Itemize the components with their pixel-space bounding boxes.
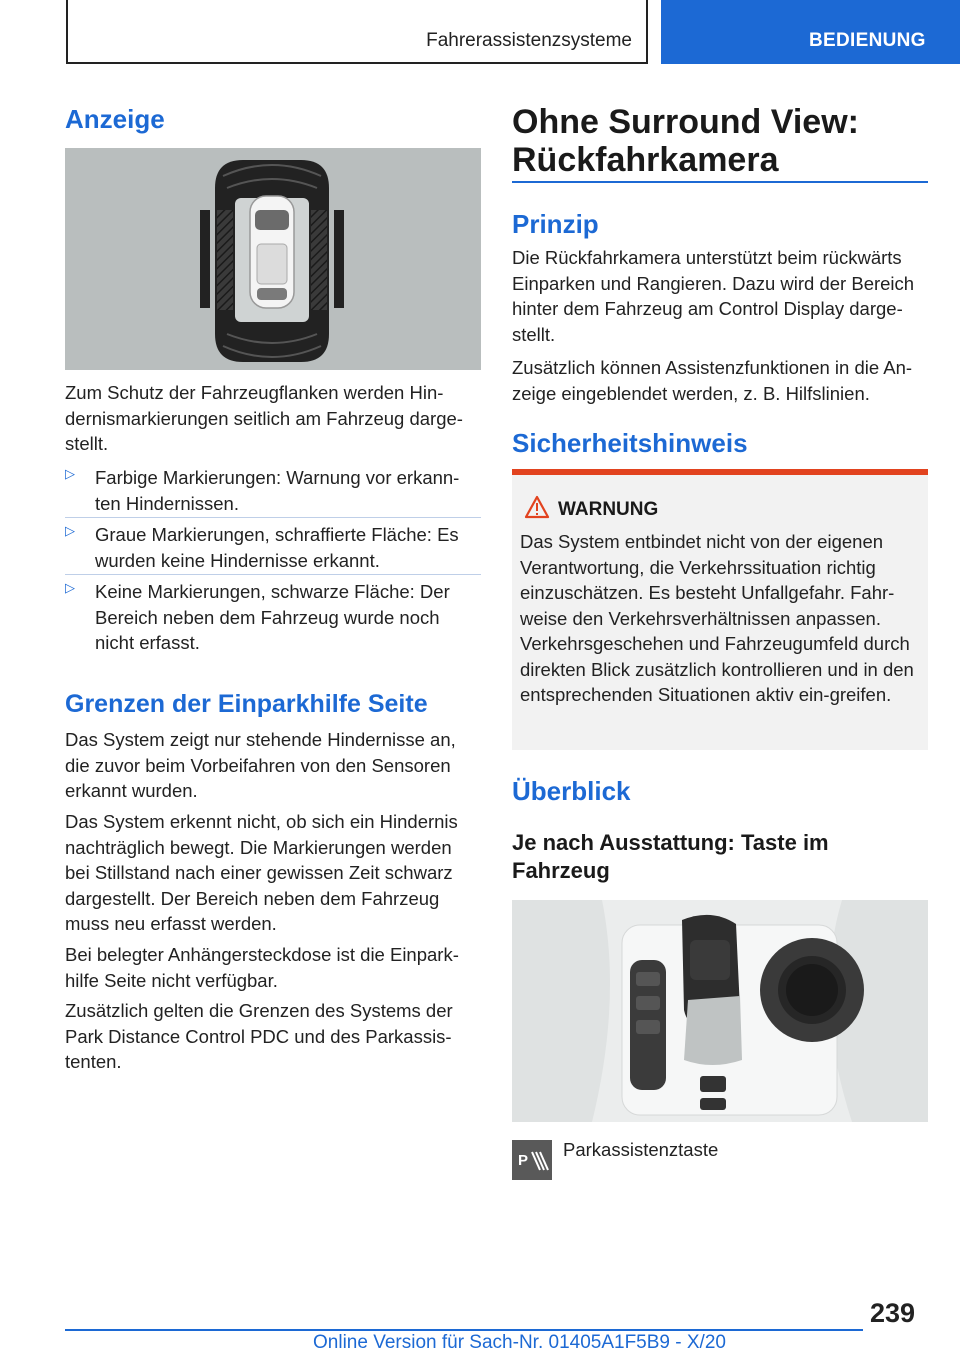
list-item-text: Graue Markierungen, schraffierte Fläche: Es wurden keine Hindernisse erkannt. <box>95 524 459 571</box>
triangle-bullet-icon: ▷ <box>65 523 75 538</box>
footer-online-version: Online Version für Sach-Nr. 01405A1F5B9 - X/20 <box>313 1332 726 1353</box>
list-divider <box>65 574 481 575</box>
prinzip-paragraph-1: Die Rückfahrkamera unterstützt beim rückwärts Einparken und Rangieren. Dazu wird der Bereich hinter dem Fahrzeug am Control Display darge-stellt. <box>512 247 915 345</box>
grenzen-paragraph-3: Bei belegter Anhängersteckdose ist die Einpark-hilfe Seite nicht verfügbar. <box>65 944 459 991</box>
center-console-image <box>512 900 928 1122</box>
warning-triangle-icon <box>524 495 550 519</box>
svg-text:P: P <box>518 1152 529 1169</box>
taste-heading-line-2: Fahrzeug <box>512 858 610 883</box>
main-heading-line-1: Ohne Surround View: <box>512 103 859 141</box>
parking-display-image <box>65 148 481 370</box>
grenzen-paragraph-1: Das System zeigt nur stehende Hindernisse an, die zuvor beim Vorbeifahren von den Sensoren erkannt wurden. <box>65 729 456 801</box>
grenzen-heading: Grenzen der Einparkhilfe Seite <box>65 690 428 718</box>
header-chapter-tab <box>661 0 960 64</box>
triangle-bullet-icon: ▷ <box>65 466 75 481</box>
prinzip-paragraph-2: Zusätzlich können Assistenzfunktionen in die An-zeige eingeblendet werden, z. B. Hilfslinien. <box>512 357 913 404</box>
list-divider <box>65 517 481 518</box>
anzeige-text: Zum Schutz der Fahrzeugflanken werden Hin-dernismarkierungen seitlich am Fahrzeug darge-stellt. <box>65 382 463 454</box>
header-section-tab <box>66 0 648 64</box>
center-console-illustration <box>512 900 928 1122</box>
heading-underline <box>512 181 928 183</box>
park-assist-p-icon <box>512 1140 552 1180</box>
warning-label: WARNUNG <box>558 499 659 520</box>
page-number: 239 <box>870 1298 916 1328</box>
grenzen-paragraph-4: Zusätzlich gelten die Grenzen des Systems der Park Distance Control PDC und des Parkassis-tenten. <box>65 1000 453 1072</box>
triangle-bullet-icon: ▷ <box>65 580 75 595</box>
ueberblick-heading: Überblick <box>512 776 631 806</box>
footer-divider <box>65 1329 863 1331</box>
header-chapter-title: BEDIENUNG <box>809 30 926 51</box>
parking-assistant-button-icon <box>512 1140 552 1180</box>
parking-display-illustration <box>65 148 481 370</box>
header-section-title: Fahrerassistenzsysteme <box>426 30 632 51</box>
list-item-text: Farbige Markierungen: Warnung vor erkann-ten Hindernissen. <box>95 467 460 514</box>
list-item-text: Keine Markierungen, schwarze Fläche: Der Bereich neben dem Fahrzeug wurde noch nicht erfasst. <box>95 581 450 653</box>
warning-box <box>512 475 928 750</box>
parking-assistant-label: Parkassistenztaste <box>563 1139 719 1160</box>
main-heading-line-2: Rückfahrkamera <box>512 141 779 179</box>
sicherheit-heading: Sicherheitshinweis <box>512 428 748 458</box>
warning-text: Das System entbindet nicht von der eigenen Verantwortung, die Verkehrssituation richtig einzuschätzen. Es besteht Unfallgefahr. Fahr-weise den Verkehrsverhältnissen anpassen. Verkehrsgeschehen und Fahrzeugumfeld durch direkten Blick zusätzlich kontrollieren und in den entsprechenden Situationen aktiv ein-greifen. <box>520 531 914 705</box>
prinzip-heading: Prinzip <box>512 209 599 239</box>
taste-heading-line-1: Je nach Ausstattung: Taste im <box>512 830 829 855</box>
anzeige-heading: Anzeige <box>65 104 165 134</box>
grenzen-paragraph-2: Das System erkennt nicht, ob sich ein Hindernis nachträglich bewegt. Die Markierungen werden bei Stillstand nach einer gewissen Zeit schwarz dargestellt. Der Bereich neben dem Fahrzeug muss neu erfasst werden. <box>65 811 458 934</box>
